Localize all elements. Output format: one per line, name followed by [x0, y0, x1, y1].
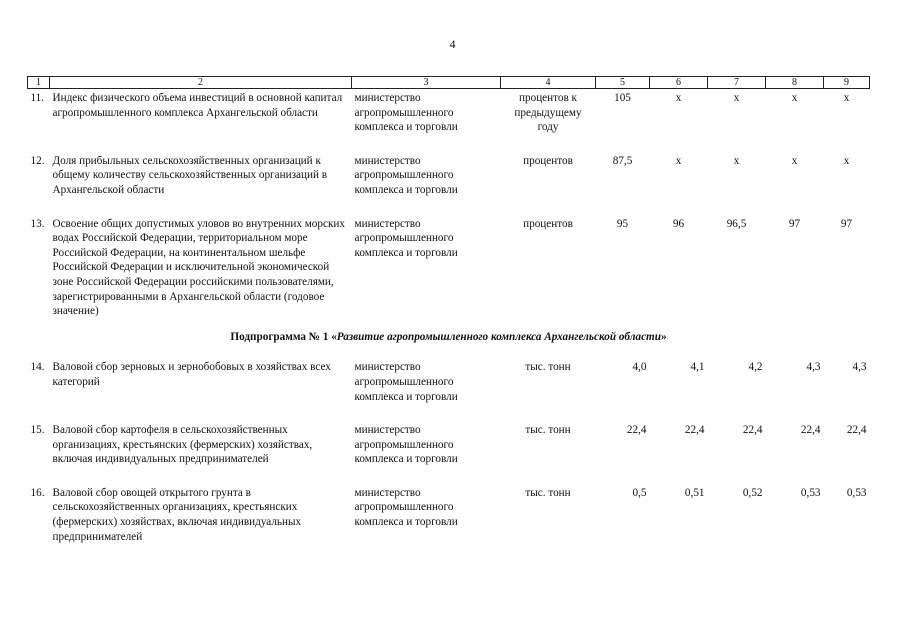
- value-col9: 0,53: [846, 486, 867, 499]
- value-col9: 4,3: [852, 361, 867, 374]
- indicator-name: Валовой сбор зерновых и зернобобовых в хозяйствах всех категорий: [52, 361, 331, 388]
- row-number: 14.: [30, 361, 45, 374]
- value-col8: х: [791, 92, 798, 104]
- indicator-name: Валовой сбор картофеля в сельскохозяйственных организациях, крестьянских (фермерских) хозяйствах, включая индивидуальных предпринимателей: [52, 424, 313, 466]
- indicator-name: Валовой сбор овощей открытого грунта в сельскохозяйственных организациях, крестьянских (фермерских) хозяйствах, включая индивидуальных предпринимателей: [52, 486, 302, 543]
- row-number: 15.: [30, 424, 45, 437]
- value-col5: 105: [614, 92, 631, 104]
- executor: министерство агропромышленного комплекса и торговли: [354, 154, 458, 196]
- value-col8: х: [791, 154, 798, 167]
- value-col6: х: [675, 92, 682, 104]
- value-col8: 0,53: [800, 486, 821, 499]
- unit: тыс. тонн: [525, 361, 571, 374]
- value-col5: 87,5: [612, 154, 633, 167]
- row-number: 13.: [30, 217, 45, 230]
- subprogram-suffix: »: [660, 330, 667, 343]
- subprogram-heading: [28, 327, 870, 361]
- value-col7: х: [733, 92, 740, 104]
- indicator-name: Индекс физического объема инвестиций в основной капитал агропромышленного комплекса Архангельской области: [52, 92, 343, 119]
- value-col5: 22,4: [626, 424, 647, 437]
- executor: министерство агропромышленного комплекса и торговли: [354, 217, 458, 259]
- row-number: 12.: [30, 154, 45, 167]
- value-col7: 96,5: [726, 217, 747, 230]
- value-col7: 4,2: [748, 361, 763, 374]
- column-header: 3: [352, 77, 501, 89]
- executor: министерство агропромышленного комплекса и торговли: [354, 424, 458, 466]
- value-col7: 0,52: [742, 486, 763, 499]
- indicator-name: Доля прибыльных сельскохозяйственных организаций к общему количеству сельскохозяйственных организаций в Архангельской области: [52, 154, 328, 196]
- value-col8: 97: [788, 217, 801, 230]
- column-number-header: [28, 77, 870, 89]
- column-header: 5: [596, 77, 650, 89]
- unit: тыс. тонн: [525, 424, 571, 437]
- indicators-table: [27, 76, 870, 563]
- value-col9: х: [843, 92, 850, 104]
- value-col6: 4,1: [690, 361, 705, 374]
- row-number: 11.: [30, 92, 45, 104]
- unit: тыс. тонн: [525, 486, 571, 499]
- subprogram-title: Развитие агропромышленного комплекса Архангельской области: [336, 330, 661, 343]
- value-col7: х: [733, 154, 740, 167]
- value-col8: 4,3: [806, 361, 821, 374]
- unit: процентов: [523, 217, 573, 230]
- unit: процентов к предыдущему году: [514, 92, 582, 134]
- table-row: [28, 360, 870, 423]
- column-header: 6: [650, 77, 708, 89]
- subprogram-prefix: Подпрограмма № 1 «: [230, 330, 337, 343]
- subprogram-heading-row: [28, 327, 870, 361]
- executor: министерство агропромышленного комплекса и торговли: [354, 92, 458, 134]
- column-header: 9: [824, 77, 870, 89]
- value-col6: 0,51: [684, 486, 705, 499]
- value-col9: 97: [840, 217, 853, 230]
- column-header: 8: [766, 77, 824, 89]
- value-col6: 96: [672, 217, 685, 230]
- column-header: 7: [708, 77, 766, 89]
- value-col8: 22,4: [800, 424, 821, 437]
- unit: процентов: [523, 154, 573, 167]
- value-col9: 22,4: [846, 424, 867, 437]
- table-row: [28, 486, 870, 563]
- table-row: [28, 89, 870, 154]
- table-row: [28, 217, 870, 327]
- column-header: 2: [50, 77, 352, 89]
- executor: министерство агропромышленного комплекса и торговли: [354, 486, 458, 529]
- value-col5: 0,5: [632, 486, 647, 499]
- row-number: 16.: [30, 486, 45, 499]
- value-col9: х: [843, 154, 850, 167]
- page-number: 4: [449, 37, 456, 51]
- value-col6: х: [675, 154, 682, 167]
- table-row: [28, 423, 870, 486]
- value-col6: 22,4: [684, 424, 705, 437]
- executor: министерство агропромышленного комплекса и торговли: [354, 361, 458, 403]
- table-row: [28, 154, 870, 217]
- value-col5: 4,0: [632, 361, 647, 374]
- value-col5: 95: [616, 217, 629, 230]
- column-header: 4: [501, 77, 596, 89]
- value-col7: 22,4: [742, 424, 763, 437]
- indicator-name: Освоение общих допустимых уловов во внутренних морских водах Российской Федерации, территориальном море Российской Федерации, на континентальном шельфе Российской Федерации и исключительной экономической зоне Российской Федерации российскими пользователями, зарегистрированными в Архангельской области (годовое значение): [52, 217, 345, 318]
- column-header: 1: [28, 77, 50, 89]
